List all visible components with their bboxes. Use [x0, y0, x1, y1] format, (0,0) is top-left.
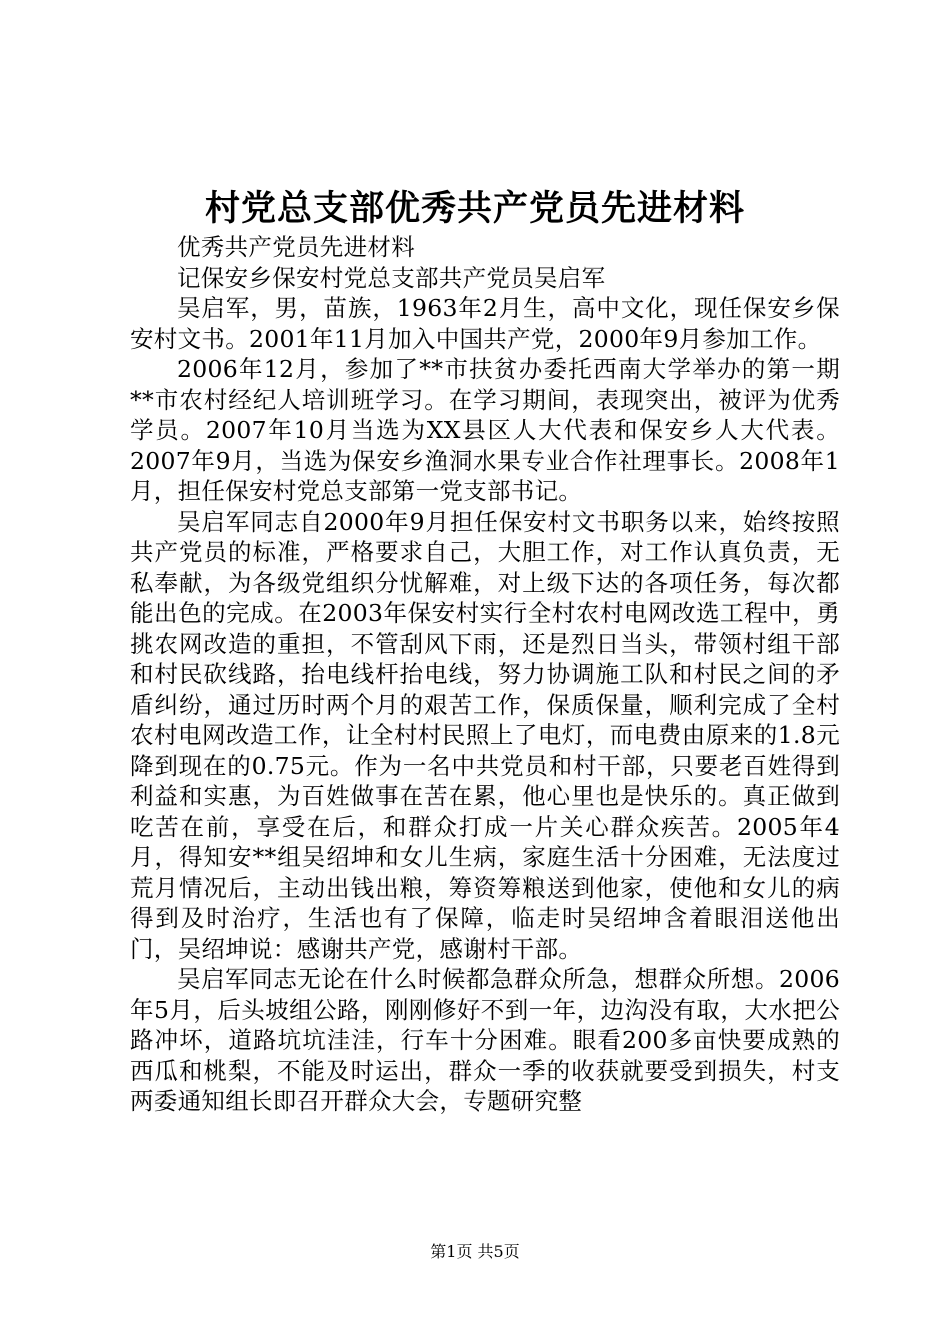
page-number: 第1页 共5页 [430, 1242, 520, 1261]
subtitle: 优秀共产党员先进材料 [177, 233, 415, 261]
document-body [130, 232, 840, 1117]
paragraph: 吴启军同志自2000年9月担任保安村文书职务以来，始终按照共产党员的标准，严格要求自己，大胆工作，对工作认真负责，无私奉献，为各级党组织分忧解难，对上级下达的各项任务，每次都能出色的完成。在2003年保安村实行全村农村电网改选工程中，勇挑农网改造的重担，不管刮风下雨，还是烈日当头，带领村组干部和村民砍线路，抬电线杆抬电线，努力协调施工队和村民之间的矛盾纠纷，通过历时两个月的艰苦工作，保质保量，顺利完成了全村农村电网改造工作，让全村村民照上了电灯，而电费由原来的1.8元降到现在的0.75元。作为一名中共党员和村干部，只要老百姓得到利益和实惠，为百姓做事在苦在累，他心里也是快乐的。真正做到吃苦在前，享受在后，和群众打成一片关心群众疾苦。2005年4月，得知安**组吴绍坤和女儿生病，家庭生活十分困难，无法度过荒月情况后，主动出钱出粮，筹资筹粮送到他家，使他和女儿的病得到及时治疗，生活也有了保障，临走时吴绍坤含着眼泪送他出门，吴绍坤说：感谢共产党，感谢村干部。 [130, 507, 840, 963]
paragraph: 2006年12月，参加了**市扶贫办委托西南大学举办的第一期**市农村经纪人培训班学习。在学习期间，表现突出，被评为优秀学员。2007年10月当选为XX县区人大代表和保安乡人大代表。2007年9月，当选为保安乡渔洞水果专业合作社理事长。2008年1月，担任保安村党总支部第一党支部书记。 [130, 355, 840, 505]
document-title: 村党总支部优秀共产党员先进材料 [204, 188, 745, 229]
paragraph: 吴启军同志无论在什么时候都急群众所急，想群众所想。2006年5月，后头坡组公路，刚刚修好不到一年，边沟没有取，大水把公路冲坏，道路坑坑洼洼，行车十分困难。眼看200多亩快要成熟的西瓜和桃梨，不能及时运出，群众一季的收获就要受到损失，村支两委通知组长即召开群众大会，专题研究整 [130, 965, 840, 1115]
paragraph: 吴启军，男，苗族，1963年2月生，高中文化，现任保安乡保安村文书。2001年11月加入中国共产党，2000年9月参加工作。 [130, 294, 840, 353]
byline: 记保安乡保安村党总支部共产党员吴启军 [177, 263, 606, 292]
